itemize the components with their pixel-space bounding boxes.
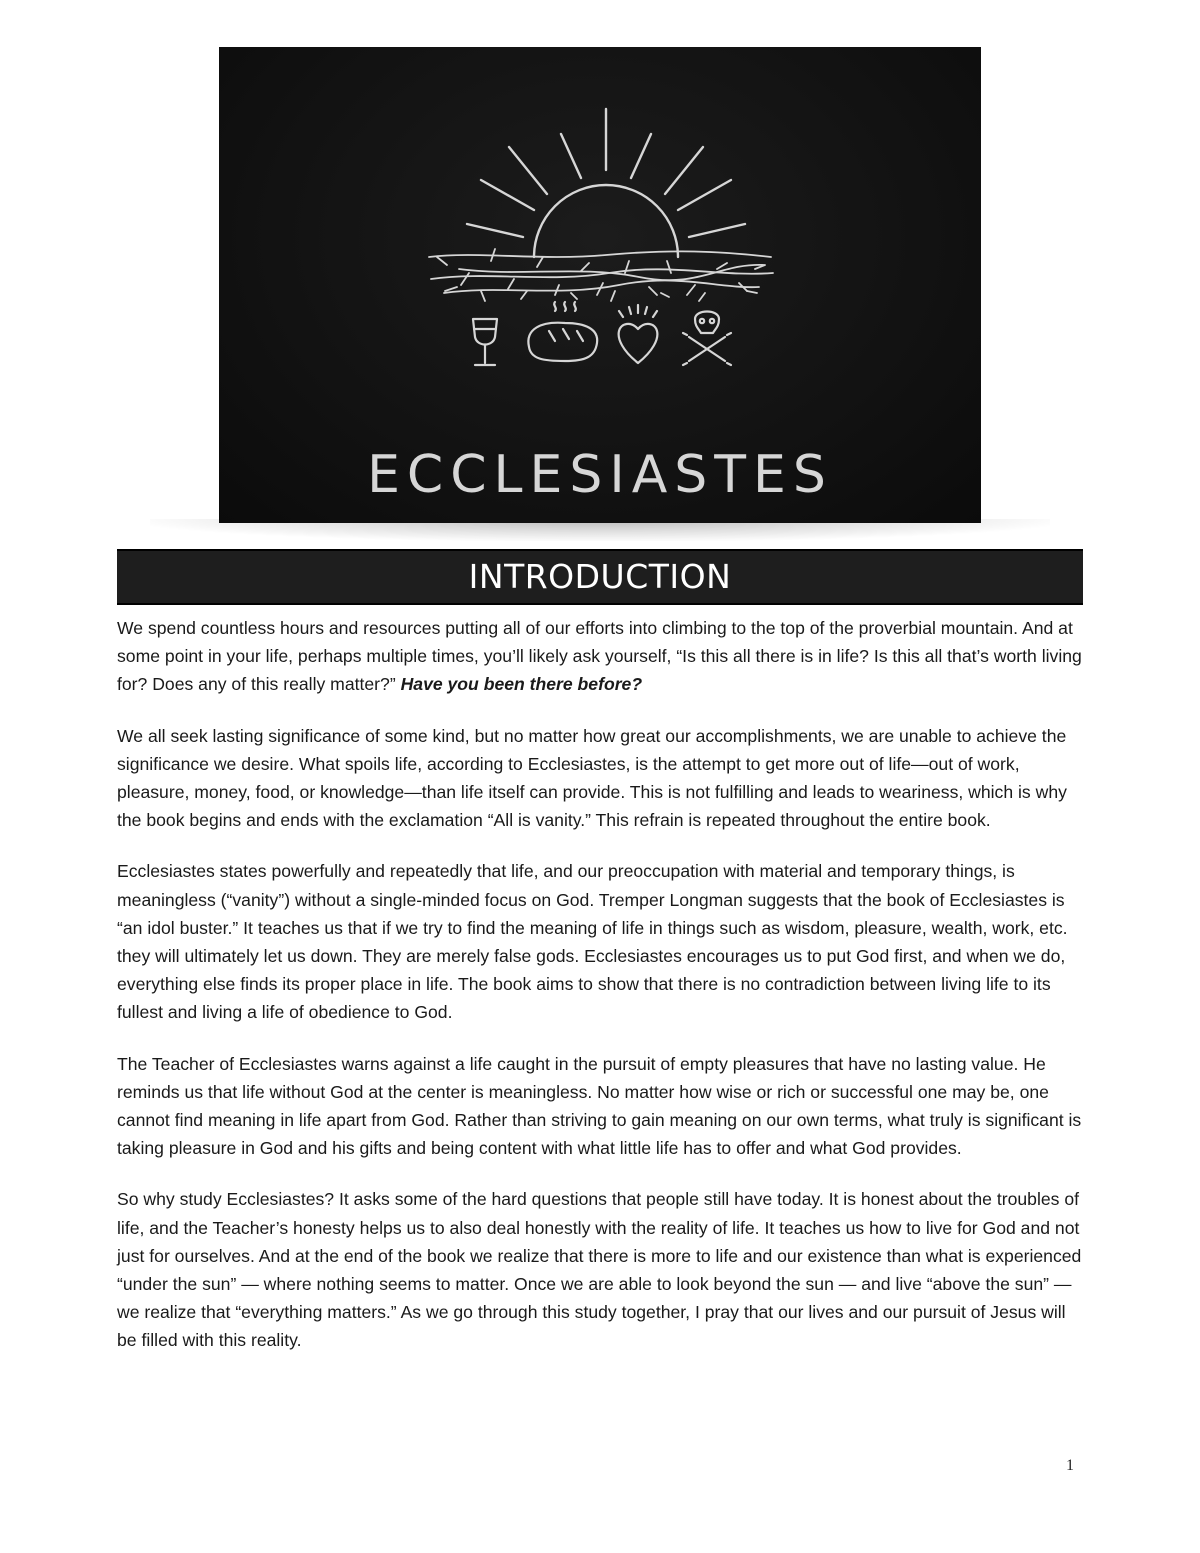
paragraph: So why study Ecclesiastes? It asks some of the hard questions that people still have today. It is honest about the troubles of life, and the Teacher’s honesty helps us to also deal honestly with the reality of life. It teaches us how to live for God and not just for ourselves. And at the end of the book we realize that there is more to life and our existence than what is experienced “under the sun” — where nothing seems to matter. Once we are able to look beyond the sun — and live “above the sun” — we realize that “everything matters.” As we go through this study together, I pray that our lives and our pursuit of Jesus will be filled with this reality. [117,1189,1082,1351]
heart-icon [619,305,658,363]
paragraph: We all seek lasting significance of some kind, but no matter how great our accomplishments, we are unable to achieve the significance we desire. What spoils life, according to Ecclesiastes, is the attempt to get more out of life—out of work, pleasure, money, food, or knowledge—than life itself can provide. This is not fulfilling and leads to weariness, which is why the book begins and ends with the exclamation “All is vanity.” This refrain is repeated throughout the entire book. [117,725,1067,831]
hero-banner-image [219,47,981,523]
paragraph-emphasis: Have you been there before? [400,674,643,695]
hero-title: ECCLESIASTES [367,445,833,505]
introduction-body [117,614,1085,1378]
paragraph [117,614,1085,699]
sun-icon [467,109,745,257]
paragraph: Ecclesiastes states powerfully and repeatedly that life, and our preoccupation with material and temporary things, is meaningless (“vanity”) without a single-minded focus on God. Tremper Longman suggests that the book of Ecclesiastes is “an idol buster.” It teaches us that if we try to find the meaning of life in things such as wisdom, pleasure, wealth, work, etc. they will ultimately let us down. They are merely false gods. Ecclesiastes encourages us to put God first, and when we do, everything else finds its proper place in life. The book aims to show that there is no contradiction between living life to its fullest and living a life of obedience to God. [117,861,1068,1023]
paragraph-text: We spend countless hours and resources putting all of our efforts into climbing to the top of the proverbial mountain. And at some point in your life, perhaps multiple times, you’ll likely ask yourself, “Is this all there is in life? Is this all that’s worth living for? Does any of this really matter?” [117,618,1082,695]
skull-crossbones-icon [683,312,731,366]
page-number: 1 [1066,1457,1074,1474]
wine-glass-icon [473,319,497,365]
thorns-icon [429,249,773,301]
paragraph: The Teacher of Ecclesiastes warns against a life caught in the pursuit of empty pleasures that have no lasting value. He reminds us that life without God at the center is meaningless. No matter how wise or rich or successful one may be, one cannot find meaning in life apart from God. Rather than striving to gain meaning on our own terms, what truly is significant is taking pleasure in God and his gifts and being content with what little life has to offer and what God provides. [117,1053,1082,1159]
section-heading-bar [117,549,1083,605]
bread-icon [528,302,597,361]
section-heading: INTRODUCTION [468,557,732,596]
